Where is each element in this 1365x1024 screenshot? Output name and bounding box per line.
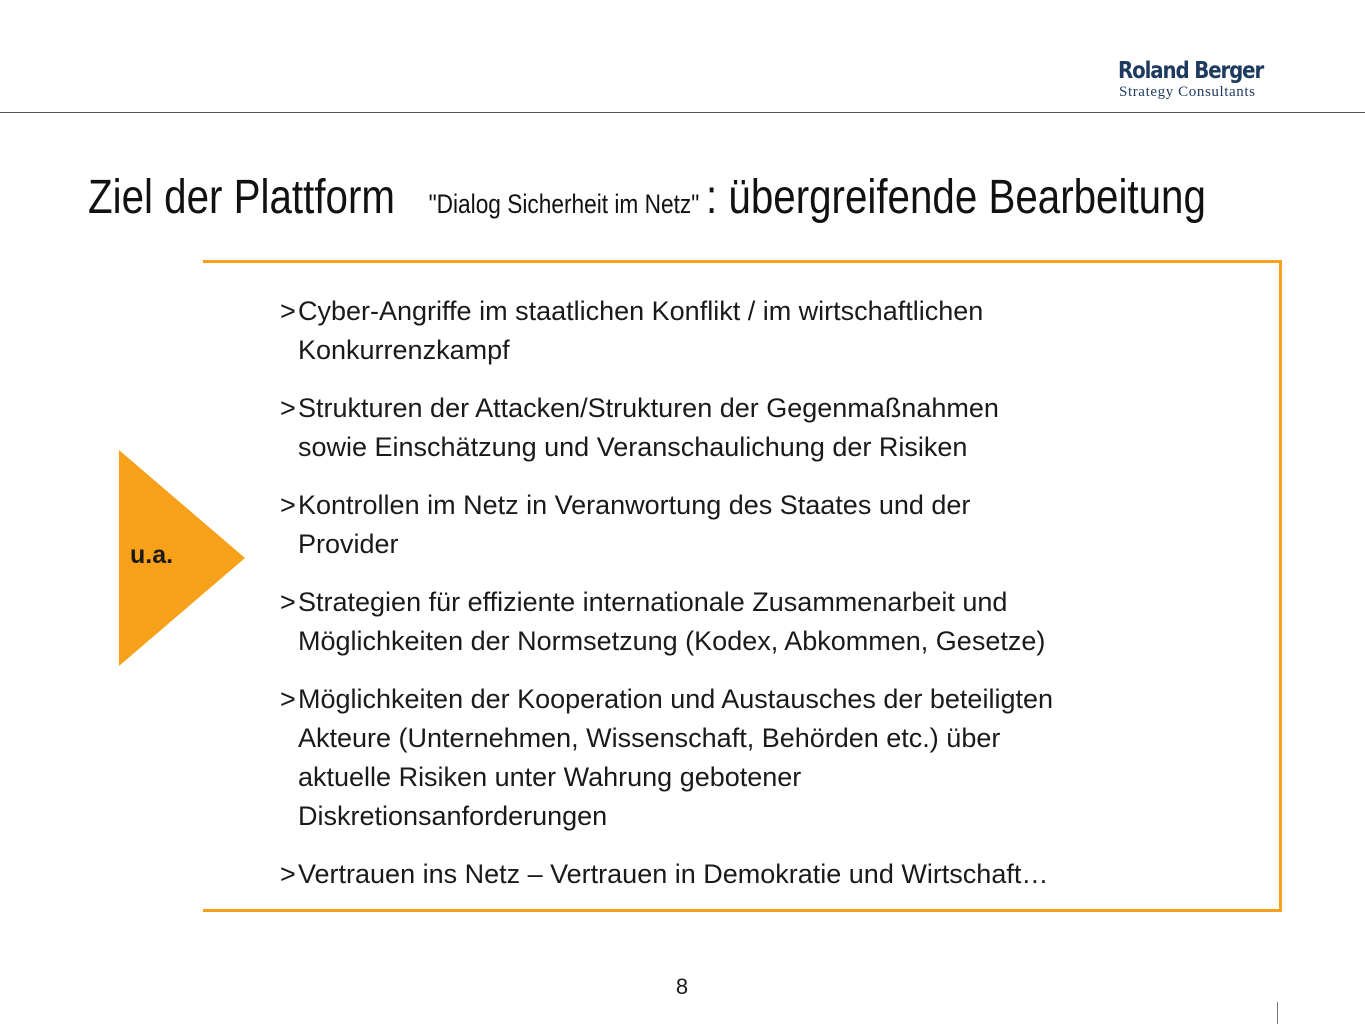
- bullet-marker: >: [280, 859, 296, 889]
- bullet-text-line: Strukturen der Attacken/Strukturen der Gegenmaßnahmen: [298, 393, 999, 423]
- bullet-marker: >: [280, 393, 296, 423]
- logo-tagline: Strategy Consultants: [1119, 84, 1256, 100]
- bullet-marker: >: [280, 684, 296, 714]
- bullet-text-line: Vertrauen ins Netz – Vertrauen in Demokratie und Wirtschaft…: [298, 859, 1049, 889]
- slide-title: [88, 168, 1206, 228]
- bullet-marker: >: [280, 587, 296, 617]
- bullet-item: [280, 680, 1240, 836]
- bullet-text-line: Kontrollen im Netz in Veranwortung des Staates und der: [298, 490, 971, 520]
- title-suffix: : übergreifende Bearbeitung: [706, 171, 1206, 224]
- bullet-text-line: Möglichkeiten der Kooperation und Austausches der beteiligten: [298, 684, 1053, 714]
- logo-brand: Roland Berger: [1118, 58, 1264, 84]
- roland-berger-logo: [1118, 58, 1288, 108]
- bullet-text-line: Strategien für effiziente internationale Zusammenarbeit und: [298, 587, 1008, 617]
- bullet-text-line: Provider: [298, 529, 399, 559]
- bullet-item: [280, 292, 1240, 370]
- bullet-text-line: Möglichkeiten der Normsetzung (Kodex, Abkommen, Gesetze): [298, 626, 1046, 656]
- bullet-marker: >: [280, 296, 296, 326]
- bullet-item: [280, 389, 1240, 467]
- bullet-text-line: aktuelle Risiken unter Wahrung gebotener: [298, 762, 802, 792]
- page-number: 8: [675, 974, 689, 999]
- bullet-text-line: sowie Einschätzung und Veranschaulichung der Risiken: [298, 432, 968, 462]
- bullet-text-line: Akteure (Unternehmen, Wissenschaft, Behörden etc.) über: [298, 723, 1001, 753]
- title-quoted: "Dialog Sicherheit im Netz": [428, 189, 700, 219]
- bullet-item: [280, 583, 1240, 661]
- bullet-text-line: Konkurrenzkampf: [298, 335, 510, 365]
- bullet-text-line: Diskretionsanforderungen: [298, 801, 608, 831]
- corner-tick: [1277, 1002, 1278, 1024]
- header-divider: [0, 112, 1365, 113]
- bullet-text-line: Cyber-Angriffe im staatlichen Konflikt / im wirtschaftlichen: [298, 296, 984, 326]
- marker-label: u.a.: [130, 541, 174, 569]
- title-main: Ziel der Plattform: [88, 171, 395, 224]
- bullet-marker: >: [280, 490, 296, 520]
- bullet-item: [280, 855, 1240, 894]
- bullet-list: [280, 292, 1240, 913]
- bullet-item: [280, 486, 1240, 564]
